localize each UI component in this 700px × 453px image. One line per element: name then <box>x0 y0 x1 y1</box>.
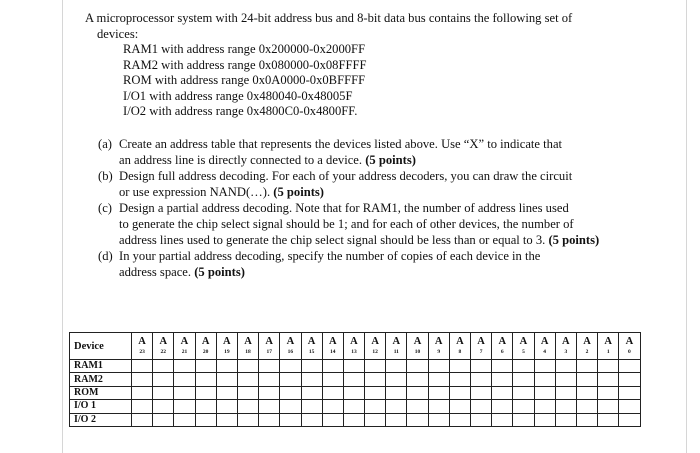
address-cell <box>449 413 470 426</box>
address-cell <box>174 386 195 399</box>
right-page-border <box>686 0 687 453</box>
address-letter: A <box>625 336 634 347</box>
question-letter: (a) <box>98 137 112 151</box>
address-cell <box>534 413 555 426</box>
address-cell <box>280 373 301 386</box>
address-letter: A <box>413 336 422 347</box>
address-cell <box>132 400 153 413</box>
address-bit-number: 23 <box>139 349 145 355</box>
address-cell <box>132 386 153 399</box>
address-cell <box>555 373 576 386</box>
address-bit-number: 16 <box>287 349 294 355</box>
question-a <box>98 137 610 168</box>
address-cell <box>386 360 407 373</box>
address-cell <box>195 360 216 373</box>
intro-line-2: devices: <box>97 27 139 41</box>
question-points: (5 points) <box>273 184 324 199</box>
address-cell <box>365 400 386 413</box>
address-cell <box>534 400 555 413</box>
address-cell <box>576 400 597 413</box>
address-letter: A <box>456 336 464 347</box>
address-cell <box>174 360 195 373</box>
address-cell <box>598 360 619 373</box>
address-cell <box>322 386 343 399</box>
address-letter: A <box>223 336 231 347</box>
address-cell <box>386 400 407 413</box>
address-cell <box>174 373 195 386</box>
address-cell <box>259 413 280 426</box>
address-letter: A <box>477 336 485 347</box>
address-letter: A <box>180 336 189 347</box>
address-cell <box>343 386 364 399</box>
question-letter: (c) <box>98 201 112 216</box>
address-cell <box>619 400 640 413</box>
address-cell <box>407 373 428 386</box>
device-row-label: I/O 1 <box>70 400 132 413</box>
address-cell <box>216 386 237 399</box>
address-cell <box>322 400 343 413</box>
address-cell <box>513 413 534 426</box>
address-bit-number: 18 <box>245 349 251 355</box>
address-cell <box>280 386 301 399</box>
address-cell <box>407 360 428 373</box>
address-cell <box>195 400 216 413</box>
address-cell <box>513 400 534 413</box>
address-cell <box>216 360 237 373</box>
address-bit-header <box>153 333 174 360</box>
address-bit-header <box>428 333 449 360</box>
address-table-header <box>70 333 641 360</box>
address-bit-header <box>259 333 280 360</box>
address-cell <box>153 386 174 399</box>
address-bit-header <box>365 333 386 360</box>
address-cell <box>534 386 555 399</box>
address-cell <box>492 386 513 399</box>
address-bit-number: 17 <box>266 349 272 355</box>
address-letter: A <box>201 336 210 347</box>
question-b <box>98 169 610 200</box>
question-c <box>98 201 610 248</box>
address-cell <box>343 413 364 426</box>
address-cell <box>576 413 597 426</box>
address-cell <box>428 400 449 413</box>
address-letter: A <box>371 336 379 347</box>
address-letter: A <box>286 336 295 347</box>
address-cell <box>280 413 301 426</box>
address-cell <box>259 360 280 373</box>
address-bit-header <box>513 333 534 360</box>
address-cell <box>195 386 216 399</box>
address-cell <box>280 400 301 413</box>
table-row <box>70 413 641 426</box>
address-bit-header <box>174 333 195 360</box>
address-cell <box>619 373 640 386</box>
question-points: (5 points) <box>365 152 416 167</box>
address-cell <box>132 413 153 426</box>
address-bit-header <box>195 333 216 360</box>
address-cell <box>174 413 195 426</box>
question-line: address lines used to generate the chip select signal should be less than or equal to 3. <box>119 232 549 247</box>
address-letter: A <box>562 336 570 347</box>
address-cell <box>492 373 513 386</box>
address-bit-number: 15 <box>308 349 315 355</box>
device-ram2: RAM2 with address range 0x080000-0x08FFFF <box>123 57 367 72</box>
address-cell <box>534 373 555 386</box>
device-row-label: RAM1 <box>70 360 132 373</box>
address-cell <box>386 413 407 426</box>
address-bit-number: 1 <box>606 349 610 355</box>
device-rom: ROM with address range 0x0A0000-0x0BFFFF <box>123 73 366 87</box>
address-cell <box>471 360 492 373</box>
address-cell <box>619 413 640 426</box>
address-cell <box>237 360 258 373</box>
address-cell <box>237 400 258 413</box>
address-bit-number: 2 <box>585 349 589 355</box>
address-cell <box>259 386 280 399</box>
address-cell <box>598 386 619 399</box>
address-letter: A <box>307 336 316 347</box>
address-cell <box>449 386 470 399</box>
address-cell <box>555 400 576 413</box>
address-cell <box>259 373 280 386</box>
address-cell <box>280 360 301 373</box>
address-bit-number: 6 <box>500 349 504 355</box>
address-cell <box>513 373 534 386</box>
address-bit-number: 13 <box>351 349 357 355</box>
address-bit-header <box>386 333 407 360</box>
address-cell <box>216 373 237 386</box>
address-cell <box>428 373 449 386</box>
device-row-label: I/O 2 <box>70 413 132 426</box>
table-row <box>70 360 641 373</box>
question-letter: (d) <box>98 249 113 264</box>
question-line: Create an address table that represents the devices listed above. Use “X” to indicate that <box>119 137 563 151</box>
address-bit-number: 11 <box>393 349 399 355</box>
address-cell <box>322 373 343 386</box>
device-ram1: RAM1 with address range 0x200000-0x2000FF <box>123 42 366 56</box>
address-bit-header <box>598 333 619 360</box>
address-cell <box>576 373 597 386</box>
address-cell <box>598 373 619 386</box>
address-letter: A <box>434 336 443 347</box>
address-letter: A <box>159 336 168 347</box>
address-letter: A <box>244 336 252 347</box>
question-letter: (b) <box>98 169 113 184</box>
device-list <box>123 42 366 120</box>
address-cell <box>153 360 174 373</box>
address-cell <box>365 386 386 399</box>
device-row-label: ROM <box>70 386 132 399</box>
address-bit-number: 21 <box>181 349 188 355</box>
left-page-border <box>62 0 63 453</box>
address-letter: A <box>604 336 613 347</box>
device-io2: I/O2 with address range 0x4800C0-0x4800FF. <box>123 104 358 118</box>
address-cell <box>449 373 470 386</box>
address-cell <box>216 413 237 426</box>
address-letter: A <box>328 336 337 347</box>
address-cell <box>428 360 449 373</box>
address-cell <box>492 360 513 373</box>
address-cell <box>174 400 195 413</box>
question-list <box>98 137 610 281</box>
address-bit-header <box>280 333 301 360</box>
address-bit-number: 4 <box>543 349 547 355</box>
address-bit-number: 10 <box>414 349 421 355</box>
device-column-header: Device <box>70 333 132 360</box>
address-bit-number: 3 <box>564 349 568 355</box>
address-cell <box>428 386 449 399</box>
address-bit-header <box>132 333 153 360</box>
address-bit-number: 12 <box>372 349 378 355</box>
address-cell <box>343 400 364 413</box>
address-bit-number: 22 <box>160 349 167 355</box>
address-cell <box>619 386 640 399</box>
address-bit-header <box>301 333 322 360</box>
intro-line-1: A microprocessor system with 24-bit address bus and 8-bit data bus contains the following set of <box>85 11 573 25</box>
address-cell <box>555 386 576 399</box>
address-cell <box>365 373 386 386</box>
device-io1: I/O1 with address range 0x480040-0x48005F <box>123 88 353 103</box>
address-cell <box>513 386 534 399</box>
address-cell <box>237 413 258 426</box>
address-cell <box>598 413 619 426</box>
address-table <box>69 332 641 427</box>
address-letter: A <box>265 336 274 347</box>
address-cell <box>534 360 555 373</box>
address-cell <box>195 413 216 426</box>
address-bit-number: 20 <box>202 349 209 355</box>
address-bit-number: 14 <box>330 349 336 355</box>
address-letter: A <box>138 336 146 347</box>
problem-intro <box>85 10 665 42</box>
address-bit-header <box>322 333 343 360</box>
address-bit-number: 5 <box>522 349 525 355</box>
question-points: (5 points) <box>194 264 245 279</box>
address-cell <box>343 360 364 373</box>
address-bit-number: 7 <box>479 349 483 355</box>
address-cell <box>576 360 597 373</box>
address-cell <box>237 373 258 386</box>
address-cell <box>132 373 153 386</box>
address-cell <box>492 413 513 426</box>
address-cell <box>301 413 322 426</box>
address-letter: A <box>392 336 401 347</box>
address-cell <box>471 400 492 413</box>
address-bit-number: 9 <box>437 349 441 355</box>
address-cell <box>449 360 470 373</box>
address-cell <box>322 413 343 426</box>
address-letter: A <box>498 336 507 347</box>
address-cell <box>555 413 576 426</box>
address-bit-header <box>471 333 492 360</box>
address-cell <box>153 413 174 426</box>
address-cell <box>259 400 280 413</box>
address-cell <box>153 373 174 386</box>
address-cell <box>471 413 492 426</box>
device-row-label: RAM2 <box>70 373 132 386</box>
question-line: to generate the chip select signal should be 1; and for each of other devices, the number of <box>119 216 574 231</box>
address-cell <box>343 373 364 386</box>
address-bit-header <box>343 333 364 360</box>
address-cell <box>471 386 492 399</box>
address-letter: A <box>519 336 528 347</box>
address-cell <box>195 373 216 386</box>
address-cell <box>322 360 343 373</box>
table-row <box>70 400 641 413</box>
question-line: address space. <box>119 264 195 279</box>
address-cell <box>428 413 449 426</box>
address-bit-header <box>449 333 470 360</box>
address-bit-header <box>237 333 258 360</box>
address-bit-header <box>216 333 237 360</box>
question-line: Design full address decoding. For each of your address decoders, you can draw the circuit <box>119 169 573 184</box>
table-row <box>70 386 641 399</box>
address-bit-header <box>576 333 597 360</box>
address-cell <box>576 386 597 399</box>
question-line: In your partial address decoding, specify the number of copies of each device in the <box>119 249 541 264</box>
address-cell <box>301 373 322 386</box>
address-cell <box>301 360 322 373</box>
address-bit-header <box>534 333 555 360</box>
address-letter: A <box>350 336 358 347</box>
address-cell <box>407 413 428 426</box>
address-cell <box>407 386 428 399</box>
address-cell <box>386 386 407 399</box>
address-bit-number: 8 <box>458 349 462 355</box>
address-bit-header <box>407 333 428 360</box>
address-cell <box>132 360 153 373</box>
address-bit-header <box>619 333 640 360</box>
address-cell <box>598 400 619 413</box>
address-cell <box>237 386 258 399</box>
address-cell <box>471 373 492 386</box>
question-line: or use expression NAND(…). <box>119 184 274 199</box>
address-letter: A <box>583 336 591 347</box>
question-line: an address line is directly connected to a device. <box>119 152 366 167</box>
address-cell <box>449 400 470 413</box>
address-cell <box>365 413 386 426</box>
address-cell <box>365 360 386 373</box>
address-cell <box>386 373 407 386</box>
address-cell <box>407 400 428 413</box>
question-line: Design a partial address decoding. Note that for RAM1, the number of address lines used <box>119 201 569 216</box>
address-cell <box>301 400 322 413</box>
address-cell <box>153 400 174 413</box>
address-cell <box>492 400 513 413</box>
address-cell <box>619 360 640 373</box>
question-points: (5 points) <box>548 232 600 247</box>
address-letter: A <box>540 336 549 347</box>
address-cell <box>301 386 322 399</box>
table-row <box>70 373 641 386</box>
address-bit-number: 0 <box>628 349 631 355</box>
address-bit-number: 19 <box>224 349 230 355</box>
question-d <box>98 249 610 280</box>
address-bit-header <box>555 333 576 360</box>
address-cell <box>513 360 534 373</box>
address-bit-header <box>492 333 513 360</box>
address-cell <box>555 360 576 373</box>
address-cell <box>216 400 237 413</box>
